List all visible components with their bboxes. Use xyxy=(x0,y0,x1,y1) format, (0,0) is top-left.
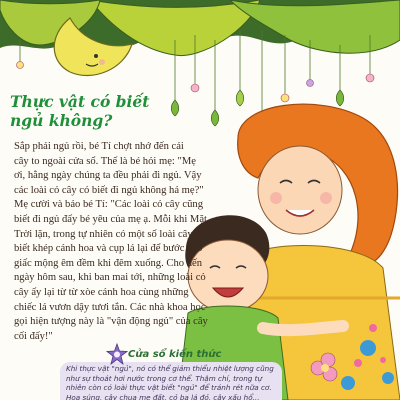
paragraph-line: Sắp phải ngủ rồi, bé Tí chợt nhớ đến cái xyxy=(14,141,184,152)
paragraph-line: biết đi ngủ đấy bé yêu của mẹ ạ. Mỗi khi Mặt xyxy=(14,213,207,225)
paragraph-line: cây to ngoài cửa sổ. Thế là bé hỏi mẹ: "Mẹ xyxy=(14,155,196,167)
paragraph-line: gọi hiện tượng này là "vận động ngủ" của cây xyxy=(14,316,208,328)
paragraph-line: giấc mộng êm đềm khi đêm xuống. Cho đến xyxy=(14,257,203,269)
knowledge-box-text xyxy=(66,364,280,400)
paragraph-line: biết khép cánh hoa và cụp lá lại để bước vào xyxy=(14,243,203,255)
paragraph-line: chiếc lá vươn dậy tươi tắn. Các nhà khoa học xyxy=(14,301,206,313)
paragraph-line: cối đấy!" xyxy=(14,330,53,342)
paragraph-line: cây ấy lại từ từ xòe cánh hoa cùng những xyxy=(14,286,189,298)
article-title xyxy=(10,92,160,130)
paragraph-line: ngày hôm sau, khi ban mai tới, những loài cỏ xyxy=(14,272,206,284)
knowledge-line: Hoa súng, cây chua me đất, cỏ ba lá đỏ, cây xấu hổ... xyxy=(66,392,260,400)
knowledge-line: Khi thực vật "ngủ", nó có thể giảm thiểu nhiệt lượng cũng xyxy=(66,364,274,373)
knowledge-line: nhiên còn có loài thực vật biết "ngủ" để tránh rét nữa cơ. xyxy=(66,383,272,393)
knowledge-badge-icon xyxy=(106,343,128,365)
paragraph-line: Mẹ cười và bảo bé Tí: "Các loài cỏ cây cũng xyxy=(14,199,204,211)
knowledge-line: như sự thoát hơi nước trong cơ thể. Thậm chí, trong tự xyxy=(66,373,263,383)
title-line-1: Thực vật có biết xyxy=(10,92,150,111)
paragraph-line: các loài cỏ cây có biết đi ngủ không hả mẹ?" xyxy=(14,184,204,196)
title-line-2: ngủ không? xyxy=(10,111,113,130)
paragraph-line: Trời lặn, trong tự nhiên có một số loài cây xyxy=(14,228,193,240)
knowledge-box-title: Cửa sổ kiến thức xyxy=(128,349,222,360)
article-paragraph xyxy=(14,140,282,344)
paragraph-line: ơi, hằng ngày chúng ta đều phải đi ngủ. Vậy xyxy=(14,170,202,182)
